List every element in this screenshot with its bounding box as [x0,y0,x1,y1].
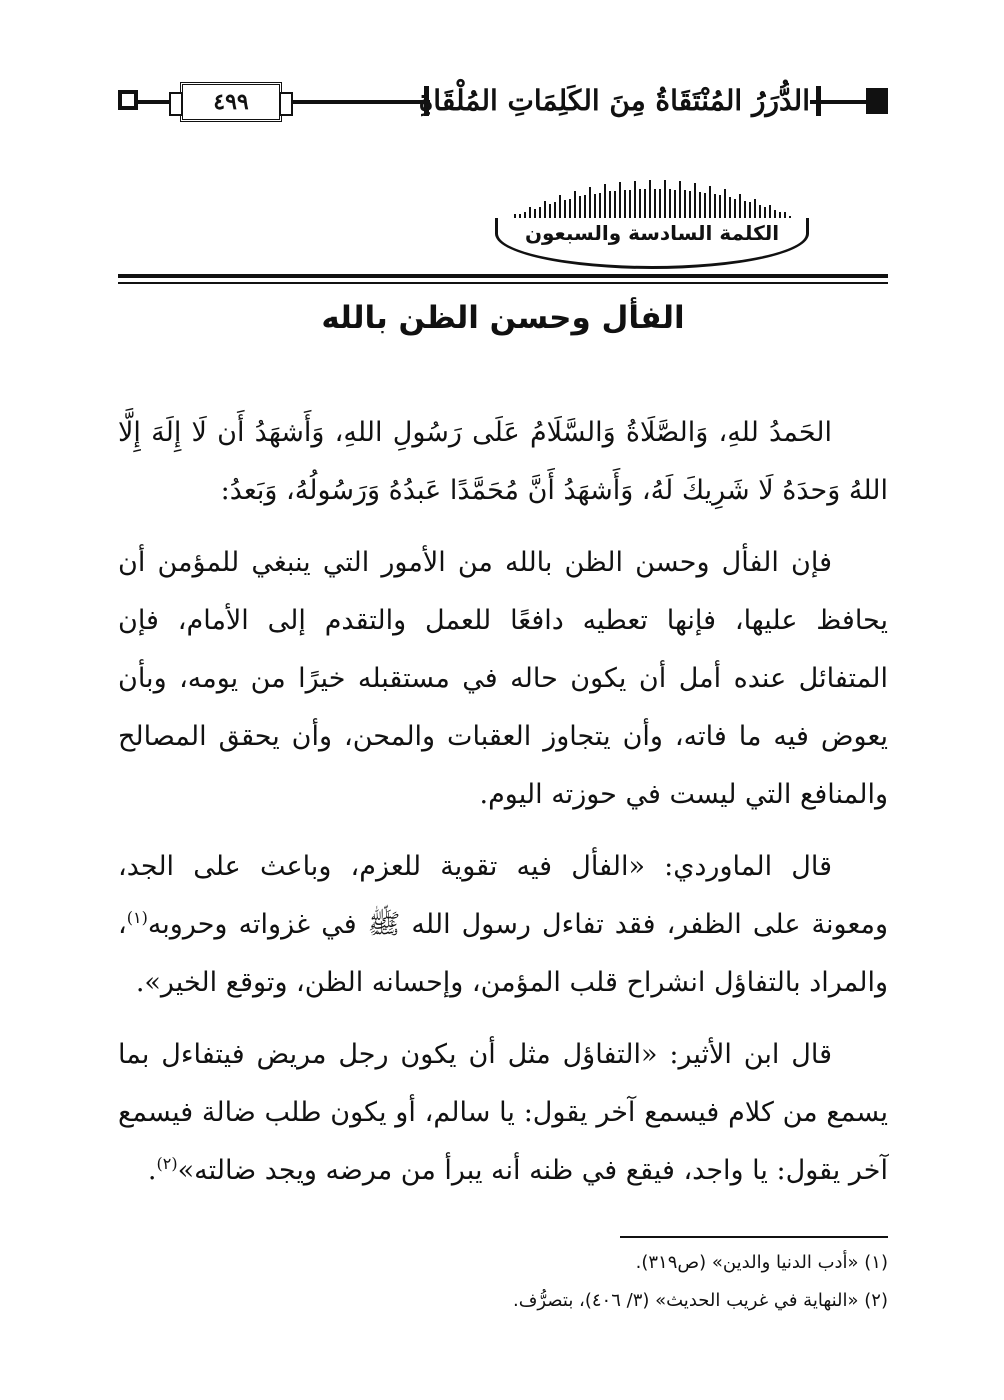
section-rule [118,274,888,278]
page-title: الفأل وحسن الظن بالله [321,300,685,336]
header-rule-middle [282,100,432,104]
footnote: (١) «أدب الدنيا والدين» (ص٣١٩). [635,1252,888,1273]
page-number: ٤٩٩ [213,89,249,115]
paragraph-quote-mawardi [118,838,888,1012]
header-square-filled [866,88,888,114]
badge-ornament [487,172,817,224]
quote-text: قال الماوردي: «الفأل فيه تقوية للعزم، وباعث على الجد، ومعونة على الظفر، فقد تفاءل رسول الله ﷺ في غزواته وحروبه [118,851,888,940]
header-divider-bar [816,86,821,116]
body-text [118,404,888,1200]
running-header [118,78,888,126]
paragraph-quote-ibn-athir [118,1026,888,1200]
section-rule-thin [118,282,888,284]
chapter-badge [487,172,817,270]
quote-text: قال ابن الأثير: «التفاؤل مثل أن يكون رجل مريض فيتفاءل بما يسمع من كلام فيسمع آخر يقول: يا سالم، أو يكون طلب ضالة فيسمع آخر يقول: يا واجد، فيقع في ظنه أنه يبرأ من مرضه ويجد ضالته» [118,1039,888,1186]
book-title: الدُّرَرُ المُنْتَقَاةُ مِنَ الكَلِمَاتِ المُلْقَاةِ [430,78,810,124]
footnote: (٢) «النهاية في غريب الحديث» (٣/ ٤٠٦)، بتصرُّف. [512,1290,888,1311]
header-square-outline [118,90,138,110]
footnote-ref: (٢) [156,1154,178,1173]
footnote-ref: (١) [126,908,148,927]
footnotes [118,1244,888,1320]
footnote-separator [620,1236,888,1238]
chapter-label: الكلمة السادسة والسبعون [495,218,809,269]
quote-text: ، والمراد بالتفاؤل انشراح قلب المؤمن، وإحسانه الظن، وتوقع الخير». [118,909,888,998]
paragraph: فإن الفأل وحسن الظن بالله من الأمور التي ينبغي للمؤمن أن يحافظ عليها، فإنها تعطيه دافعًا للعمل والتقدم إلى الأمام، فإن المتفائل عنده أمل أن يكون حاله في مستقبله خيرًا من يومه، وبأن يعوض فيه ما فاته، وأن يتجاوز العقبات والمحن، وأن يحقق المصالح والمنافع التي ليست في حوزته اليوم. [118,547,888,810]
quote-text: . [147,1155,157,1186]
page-number-frame [180,82,282,122]
paragraph-intro: الحَمدُ للهِ، وَالصَّلَاةُ وَالسَّلَامُ عَلَى رَسُولِ اللهِ، وَأَشهَدُ أَن لَا إِلَهَ إِلَّا اللهُ وَحدَهُ لَا شَرِيكَ لَهُ، وَأَشهَدُ أَنَّ مُحَمَّدًا عَبدُهُ وَرَسُولُهُ، وَبَعدُ: [118,417,888,506]
